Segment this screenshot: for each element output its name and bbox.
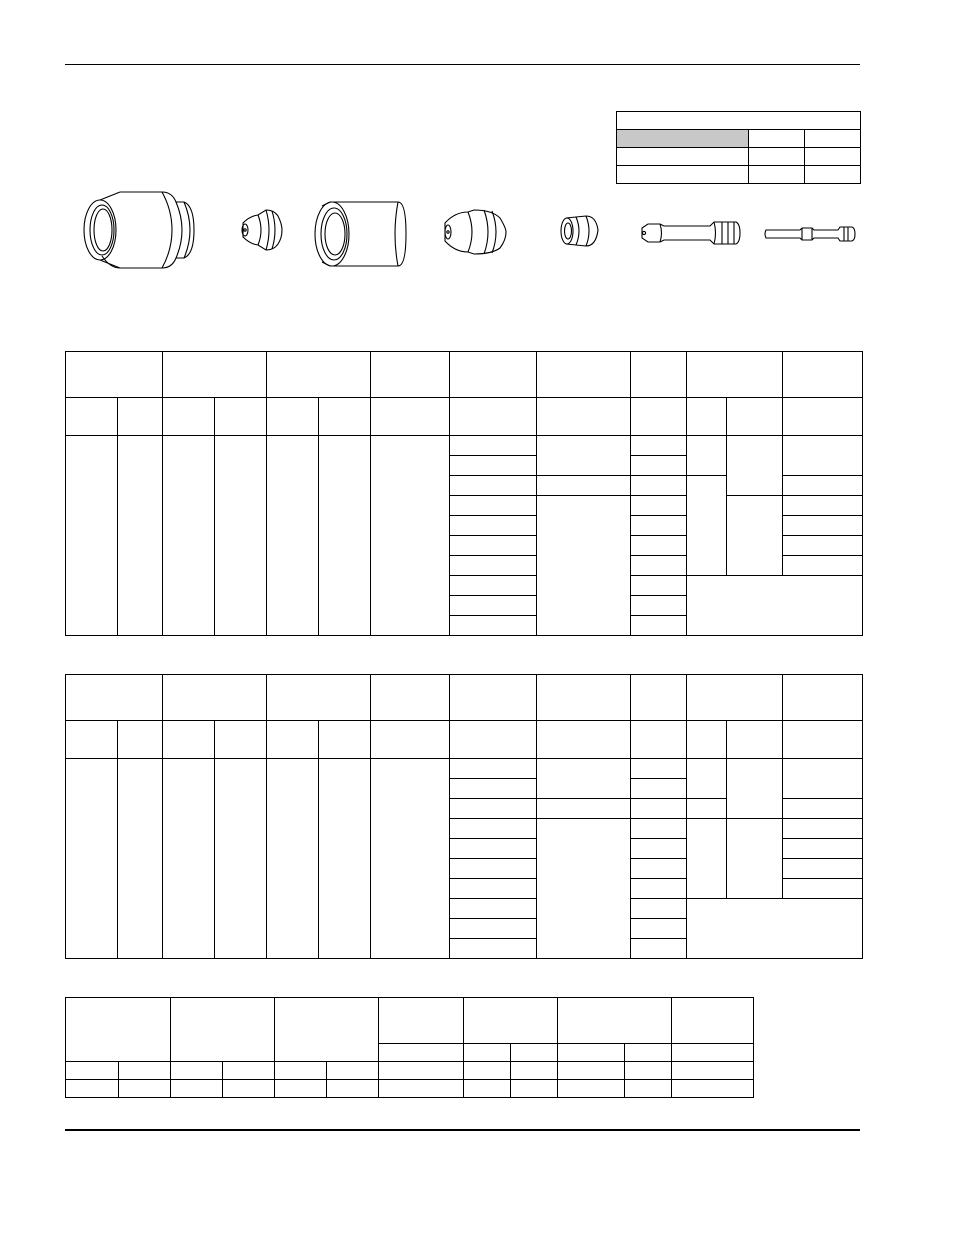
header-cell <box>66 675 163 721</box>
data-cell <box>687 576 863 636</box>
header-cell <box>171 998 275 1062</box>
shield-icon <box>84 192 194 268</box>
legend-table <box>616 111 861 184</box>
data-cell <box>267 759 319 959</box>
water-tube-icon <box>765 227 855 241</box>
header-rule <box>65 64 860 65</box>
header-cell <box>464 998 558 1044</box>
header-cell <box>783 352 863 398</box>
data-cell <box>631 939 687 959</box>
header-cell <box>783 675 863 721</box>
legend-cell <box>805 148 861 166</box>
data-cell <box>223 1062 275 1080</box>
data-cell <box>783 436 863 476</box>
data-cell <box>223 1080 275 1098</box>
data-cell <box>631 779 687 799</box>
swirl-ring-icon <box>561 216 598 246</box>
data-cell <box>727 819 783 899</box>
data-cell <box>66 1080 119 1098</box>
header-cell <box>371 352 450 398</box>
header-cell <box>672 998 754 1044</box>
subheader-cell <box>267 721 319 759</box>
data-cell <box>631 899 687 919</box>
data-cell <box>783 859 863 879</box>
data-cell <box>631 476 687 496</box>
legend-cell <box>617 148 749 166</box>
subheader-cell <box>118 721 163 759</box>
data-cell <box>379 1080 464 1098</box>
subheader-cell <box>267 398 319 436</box>
data-cell <box>450 596 537 616</box>
header-cell <box>275 998 379 1062</box>
legend-header-cell <box>617 130 749 148</box>
data-cell <box>450 859 537 879</box>
data-cell <box>631 919 687 939</box>
subheader-cell <box>631 398 687 436</box>
data-cell <box>625 1080 672 1098</box>
data-cell <box>537 799 631 819</box>
subheader-cell <box>371 721 450 759</box>
data-cell <box>379 1062 464 1080</box>
data-cell <box>450 919 537 939</box>
data-cell <box>450 476 537 496</box>
header-cell <box>537 675 631 721</box>
header-cell <box>687 352 783 398</box>
header-cell <box>631 675 687 721</box>
data-cell <box>450 556 537 576</box>
header-cell <box>371 675 450 721</box>
data-cell <box>783 839 863 859</box>
data-cell <box>783 879 863 899</box>
subheader-cell <box>511 1044 558 1062</box>
subheader-cell <box>687 398 727 436</box>
data-cell <box>511 1080 558 1098</box>
subheader-cell <box>371 398 450 436</box>
data-cell <box>464 1080 511 1098</box>
data-cell <box>450 616 537 636</box>
subheader-cell <box>631 721 687 759</box>
data-cell <box>672 1080 754 1098</box>
data-cell <box>537 819 631 959</box>
data-cell <box>450 496 537 516</box>
data-cell <box>631 576 687 596</box>
data-cell <box>625 1062 672 1080</box>
data-cell <box>215 759 267 959</box>
data-cell <box>450 759 537 779</box>
data-cell <box>631 819 687 839</box>
data-cell <box>727 436 783 496</box>
data-cell <box>783 819 863 839</box>
header-cell <box>163 352 267 398</box>
subheader-cell <box>727 721 783 759</box>
data-cell <box>537 759 631 799</box>
header-cell <box>537 352 631 398</box>
data-cell <box>783 556 863 576</box>
data-cell <box>631 556 687 576</box>
header-cell <box>379 998 464 1044</box>
data-cell <box>450 819 537 839</box>
electrode-icon <box>642 222 740 244</box>
data-cell <box>275 1080 327 1098</box>
subheader-cell <box>672 1044 754 1062</box>
data-cell <box>450 939 537 959</box>
subheader-cell <box>558 1044 625 1062</box>
data-cell <box>450 779 537 799</box>
header-cell <box>558 998 672 1044</box>
data-cell <box>631 436 687 456</box>
subheader-cell <box>450 721 537 759</box>
data-cell <box>450 436 537 456</box>
data-cell <box>450 879 537 899</box>
data-cell <box>558 1062 625 1080</box>
data-cell <box>66 1062 119 1080</box>
data-cell <box>537 436 631 476</box>
data-cell <box>687 436 727 476</box>
data-cell <box>687 476 727 576</box>
data-cell <box>319 759 371 959</box>
data-cell <box>687 819 727 899</box>
data-cell <box>783 496 863 516</box>
subheader-cell <box>163 398 215 436</box>
subheader-cell <box>687 721 727 759</box>
data-cell <box>783 476 863 496</box>
data-cell <box>267 436 319 636</box>
data-cell <box>631 516 687 536</box>
data-cell <box>631 879 687 899</box>
data-cell <box>631 456 687 476</box>
data-cell <box>672 1062 754 1080</box>
data-cell <box>163 436 215 636</box>
data-cell <box>631 596 687 616</box>
data-cell <box>631 839 687 859</box>
header-cell <box>66 998 171 1062</box>
data-cell <box>783 759 863 799</box>
subheader-cell <box>727 398 783 436</box>
data-cell <box>171 1080 223 1098</box>
data-cell <box>511 1062 558 1080</box>
data-cell <box>783 516 863 536</box>
header-cell <box>450 352 537 398</box>
data-cell <box>631 859 687 879</box>
data-cell <box>450 839 537 859</box>
subheader-cell <box>118 398 163 436</box>
data-cell <box>171 1062 223 1080</box>
data-cell <box>450 516 537 536</box>
legend-header-cell <box>805 130 861 148</box>
data-cell <box>687 899 863 959</box>
subheader-cell <box>537 398 631 436</box>
data-cell <box>66 436 118 636</box>
data-cell <box>450 899 537 919</box>
header-cell <box>163 675 267 721</box>
data-cell <box>631 799 687 819</box>
subheader-cell <box>464 1044 511 1062</box>
data-cell <box>450 456 537 476</box>
data-cell <box>727 759 783 819</box>
subheader-cell <box>163 721 215 759</box>
data-cell <box>119 1062 171 1080</box>
data-cell <box>119 1080 171 1098</box>
subheader-cell <box>783 721 863 759</box>
data-cell <box>464 1062 511 1080</box>
subheader-cell <box>783 398 863 436</box>
data-cell <box>631 536 687 556</box>
subheader-cell <box>66 721 118 759</box>
data-cell <box>687 799 727 819</box>
data-cell <box>371 759 450 959</box>
data-cell <box>275 1062 327 1080</box>
retaining-cap-icon <box>315 202 406 266</box>
consumables-illustration <box>60 180 870 280</box>
data-cell <box>631 616 687 636</box>
data-cell <box>118 436 163 636</box>
header-cell <box>267 675 371 721</box>
header-cell <box>687 675 783 721</box>
data-cell <box>687 759 727 799</box>
data-cell <box>783 536 863 556</box>
data-cell <box>319 436 371 636</box>
header-cell <box>631 352 687 398</box>
subheader-cell <box>625 1044 672 1062</box>
process-table-1 <box>65 351 863 636</box>
subheader-cell <box>66 398 118 436</box>
header-cell <box>267 352 371 398</box>
data-cell <box>163 759 215 959</box>
data-cell <box>450 536 537 556</box>
data-cell <box>215 436 267 636</box>
data-cell <box>450 576 537 596</box>
process-table-2 <box>65 674 863 959</box>
data-cell <box>558 1080 625 1098</box>
nozzle-icon <box>445 210 506 254</box>
subheader-cell <box>379 1044 464 1062</box>
subheader-cell <box>537 721 631 759</box>
data-cell <box>631 759 687 779</box>
data-cell <box>66 759 118 959</box>
subheader-cell <box>319 721 371 759</box>
data-cell <box>783 799 863 819</box>
subheader-cell <box>319 398 371 436</box>
process-table-3 <box>65 997 754 1098</box>
shield-small-icon <box>242 210 282 250</box>
data-cell <box>537 496 631 636</box>
subheader-cell <box>450 398 537 436</box>
data-cell <box>727 496 783 576</box>
data-cell <box>371 436 450 636</box>
data-cell <box>450 799 537 819</box>
header-cell <box>66 352 163 398</box>
data-cell <box>118 759 163 959</box>
data-cell <box>327 1080 379 1098</box>
legend-title-cell <box>617 112 861 130</box>
data-cell <box>631 496 687 516</box>
legend-header-cell <box>749 130 805 148</box>
data-cell <box>537 476 631 496</box>
subheader-cell <box>215 398 267 436</box>
footer-rule <box>65 1129 860 1131</box>
data-cell <box>327 1062 379 1080</box>
legend-cell <box>749 148 805 166</box>
header-cell <box>450 675 537 721</box>
subheader-cell <box>215 721 267 759</box>
